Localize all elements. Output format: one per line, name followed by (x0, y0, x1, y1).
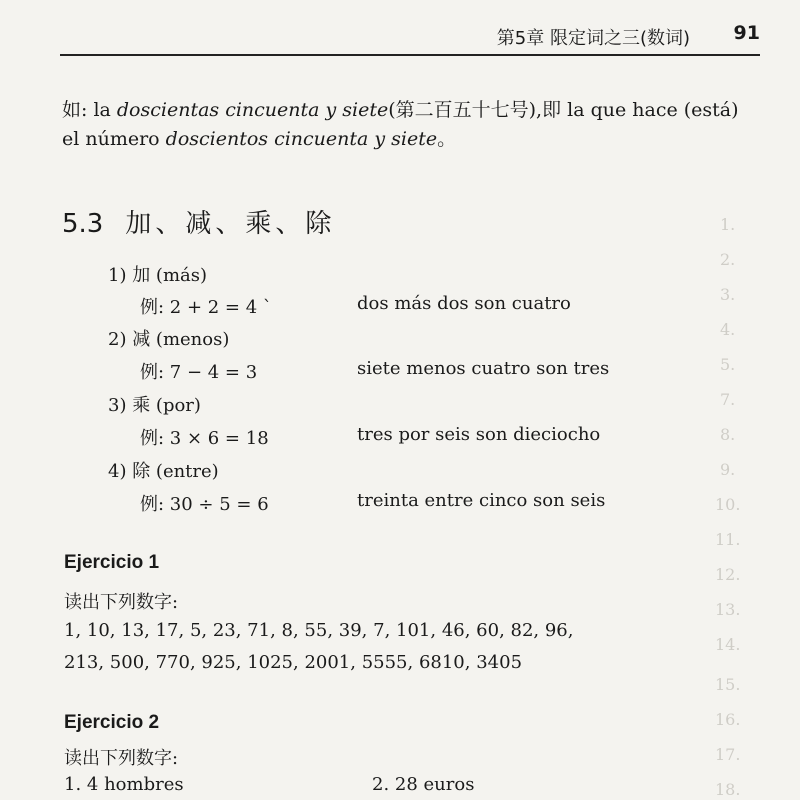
operation-example: 例: 3 × 6 = 18 (140, 428, 269, 449)
svg-text:3.: 3. (720, 285, 736, 304)
number-list-line: 1, 10, 13, 17, 5, 23, 71, 8, 55, 39, 7, 101, 46, 60, 82, 96, (64, 620, 574, 641)
header-rule (60, 54, 760, 56)
svg-text:5.: 5. (720, 355, 736, 374)
operation-label: 4) 除 (entre) (108, 461, 219, 482)
svg-text:15.: 15. (715, 675, 741, 694)
svg-text:4.: 4. (720, 320, 736, 339)
chapter-title: 第5章 限定词之三(数词) (496, 28, 690, 49)
exercise-instruction: 读出下列数字: (64, 592, 179, 613)
svg-text:8.: 8. (720, 425, 736, 444)
svg-text:14.: 14. (715, 635, 741, 654)
exercise-item: 2. 28 euros (372, 774, 475, 795)
operation-example: 例: 7 − 4 = 3 (140, 362, 258, 383)
operation-label: 3) 乘 (por) (108, 395, 201, 416)
operation-spanish: siete menos cuatro son tres (357, 358, 610, 379)
svg-text:13.: 13. (715, 600, 741, 619)
italic-phrase: doscientos cincuenta y siete (165, 128, 438, 150)
section-heading (62, 203, 335, 240)
section-number: 5.3 (62, 209, 104, 239)
svg-text:1.: 1. (720, 215, 736, 234)
operation-spanish: dos más dos son cuatro (357, 293, 571, 314)
svg-text:10.: 10. (715, 495, 741, 514)
section-title: 加、减、乘、除 (125, 209, 336, 239)
page-header (60, 22, 760, 50)
operation-example: 例: 2 + 2 = 4 ˋ (140, 297, 272, 318)
operation-spanish: treinta entre cinco son seis (357, 490, 606, 511)
operation-label: 2) 减 (menos) (108, 329, 230, 350)
operation-spanish: tres por seis son dieciocho (357, 424, 601, 445)
svg-text:7.: 7. (720, 390, 736, 409)
exercise-heading: Ejercicio 2 (64, 712, 160, 733)
svg-text:12.: 12. (715, 565, 741, 584)
exercise-heading: Ejercicio 1 (64, 552, 160, 573)
operation-example: 例: 30 ÷ 5 = 6 (140, 494, 269, 515)
exercise-instruction: 读出下列数字: (64, 748, 179, 769)
page-number: 91 (733, 22, 760, 44)
operation-label: 1) 加 (más) (108, 265, 207, 286)
svg-text:17.: 17. (715, 745, 741, 764)
svg-text:16.: 16. (715, 710, 741, 729)
number-list-line: 213, 500, 770, 925, 1025, 2001, 5555, 6810, 3405 (64, 652, 523, 673)
svg-text:11.: 11. (715, 530, 741, 549)
italic-phrase: doscientas cincuenta y siete (116, 99, 389, 121)
exercise-item: 1. 4 hombres (64, 774, 184, 795)
intro-paragraph: 如: la doscientas cincuenta y siete(第二百五十七号),即 la que hace (está) el número doscientos cincuenta y siete。 (62, 99, 739, 150)
svg-text:2.: 2. (720, 250, 736, 269)
svg-text:9.: 9. (720, 460, 736, 479)
svg-text:18.: 18. (715, 780, 741, 799)
